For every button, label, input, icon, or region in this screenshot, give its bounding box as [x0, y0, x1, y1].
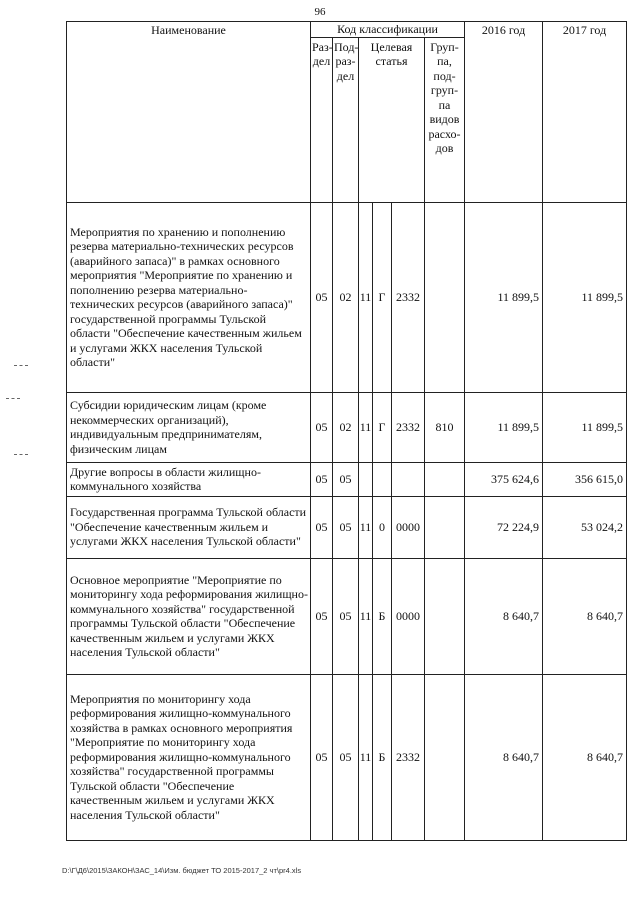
page-number: 96 [314, 6, 326, 18]
row-target-code: 0000 [392, 558, 425, 674]
row-target-program: 11 [359, 558, 373, 674]
table-row [67, 462, 627, 496]
row-subsection: 05 [333, 558, 359, 674]
row-subsection: 05 [333, 496, 359, 558]
row-expense-group [425, 558, 465, 674]
row-amount-2016: 8 640,7 [465, 558, 543, 674]
row-target-subprogram: Г [373, 392, 392, 462]
header-target-article: Целевая статья [359, 37, 425, 202]
row-target-program: 11 [359, 496, 373, 558]
header-year-2017: 2017 год [543, 22, 627, 203]
row-amount-2016: 375 624,6 [465, 462, 543, 496]
header-row-top [67, 22, 627, 38]
row-subsection: 02 [333, 392, 359, 462]
table-row [67, 496, 627, 558]
row-section: 05 [311, 674, 333, 840]
row-expense-group [425, 202, 465, 392]
row-section: 05 [311, 202, 333, 392]
file-path-footer: D:\Г\Д6\2015\ЗАКОН\ЗАС_14\Изм. бюджет ТО 2015-2017_2 чт\pr4.xls [62, 866, 302, 875]
row-name: Мероприятия по мониторингу хода реформирования жилищно-коммунального хозяйства в рамках основного мероприятия "Мероприятие по мониторингу хода реформирования жилищно-коммунального хозяйства" государственной программы Тульской области "Обеспечение качественным жильем и услугами ЖКХ населения Тульской области" [67, 674, 311, 840]
row-subsection: 05 [333, 674, 359, 840]
row-expense-group: 810 [425, 392, 465, 462]
scan-mark [14, 454, 28, 455]
row-amount-2016: 11 899,5 [465, 202, 543, 392]
row-section: 05 [311, 392, 333, 462]
budget-table [66, 21, 627, 841]
row-target-subprogram: Б [373, 674, 392, 840]
scan-mark [14, 365, 28, 366]
table-row [67, 674, 627, 840]
row-expense-group [425, 674, 465, 840]
row-name: Мероприятия по хранению и пополнению резерва материально-технических ресурсов (аварийного запаса)" в рамках основного мероприятия "Мероприятие по хранению и пополнению резерва материально-технических ресурсов (аварийного запаса)" государственной программы Тульской области "Обеспечение качественным жильем и услугами ЖКХ населения Тульской области" [67, 202, 311, 392]
row-target-program [359, 462, 373, 496]
table-row [67, 558, 627, 674]
row-amount-2017: 11 899,5 [543, 202, 627, 392]
row-amount-2017: 8 640,7 [543, 674, 627, 840]
row-target-subprogram [373, 462, 392, 496]
table-row [67, 202, 627, 392]
row-section: 05 [311, 558, 333, 674]
row-expense-group [425, 462, 465, 496]
row-section: 05 [311, 496, 333, 558]
row-name: Государственная программа Тульской области "Обеспечение качественным жильем и услугами ЖКХ населения Тульской области" [67, 496, 311, 558]
row-target-program: 11 [359, 674, 373, 840]
row-target-program: 11 [359, 392, 373, 462]
header-code-group: Код классификации [311, 22, 465, 38]
row-target-code: 2332 [392, 392, 425, 462]
header-name: Наименование [67, 22, 311, 203]
row-amount-2016: 8 640,7 [465, 674, 543, 840]
row-amount-2017: 8 640,7 [543, 558, 627, 674]
header-subsection: Под- раз- дел [333, 37, 359, 202]
row-target-code: 2332 [392, 202, 425, 392]
row-amount-2017: 53 024,2 [543, 496, 627, 558]
row-amount-2016: 11 899,5 [465, 392, 543, 462]
row-name: Субсидии юридическим лицам (кроме некоммерческих организаций), индивидуальным предпринимателям, физическим лицам [67, 392, 311, 462]
row-amount-2017: 11 899,5 [543, 392, 627, 462]
table-row [67, 392, 627, 462]
row-amount-2016: 72 224,9 [465, 496, 543, 558]
row-target-subprogram: 0 [373, 496, 392, 558]
row-target-code [392, 462, 425, 496]
row-target-code: 2332 [392, 674, 425, 840]
row-target-program: 11 [359, 202, 373, 392]
row-section: 05 [311, 462, 333, 496]
row-name: Основное мероприятие "Мероприятие по мониторингу хода реформирования жилищно-коммунального хозяйства" государственной программы Тульской области "Обеспечение качественным жильем и услугами ЖКХ населения Тульской области" [67, 558, 311, 674]
row-name: Другие вопросы в области жилищно-коммунального хозяйства [67, 462, 311, 496]
row-target-subprogram: Г [373, 202, 392, 392]
row-target-subprogram: Б [373, 558, 392, 674]
row-expense-group [425, 496, 465, 558]
header-expense-group: Груп- па, под- груп- па видов расхо- дов [425, 37, 465, 202]
header-section: Раз- дел [311, 37, 333, 202]
row-subsection: 05 [333, 462, 359, 496]
row-target-code: 0000 [392, 496, 425, 558]
header-year-2016: 2016 год [465, 22, 543, 203]
scan-mark [6, 398, 20, 399]
row-subsection: 02 [333, 202, 359, 392]
row-amount-2017: 356 615,0 [543, 462, 627, 496]
